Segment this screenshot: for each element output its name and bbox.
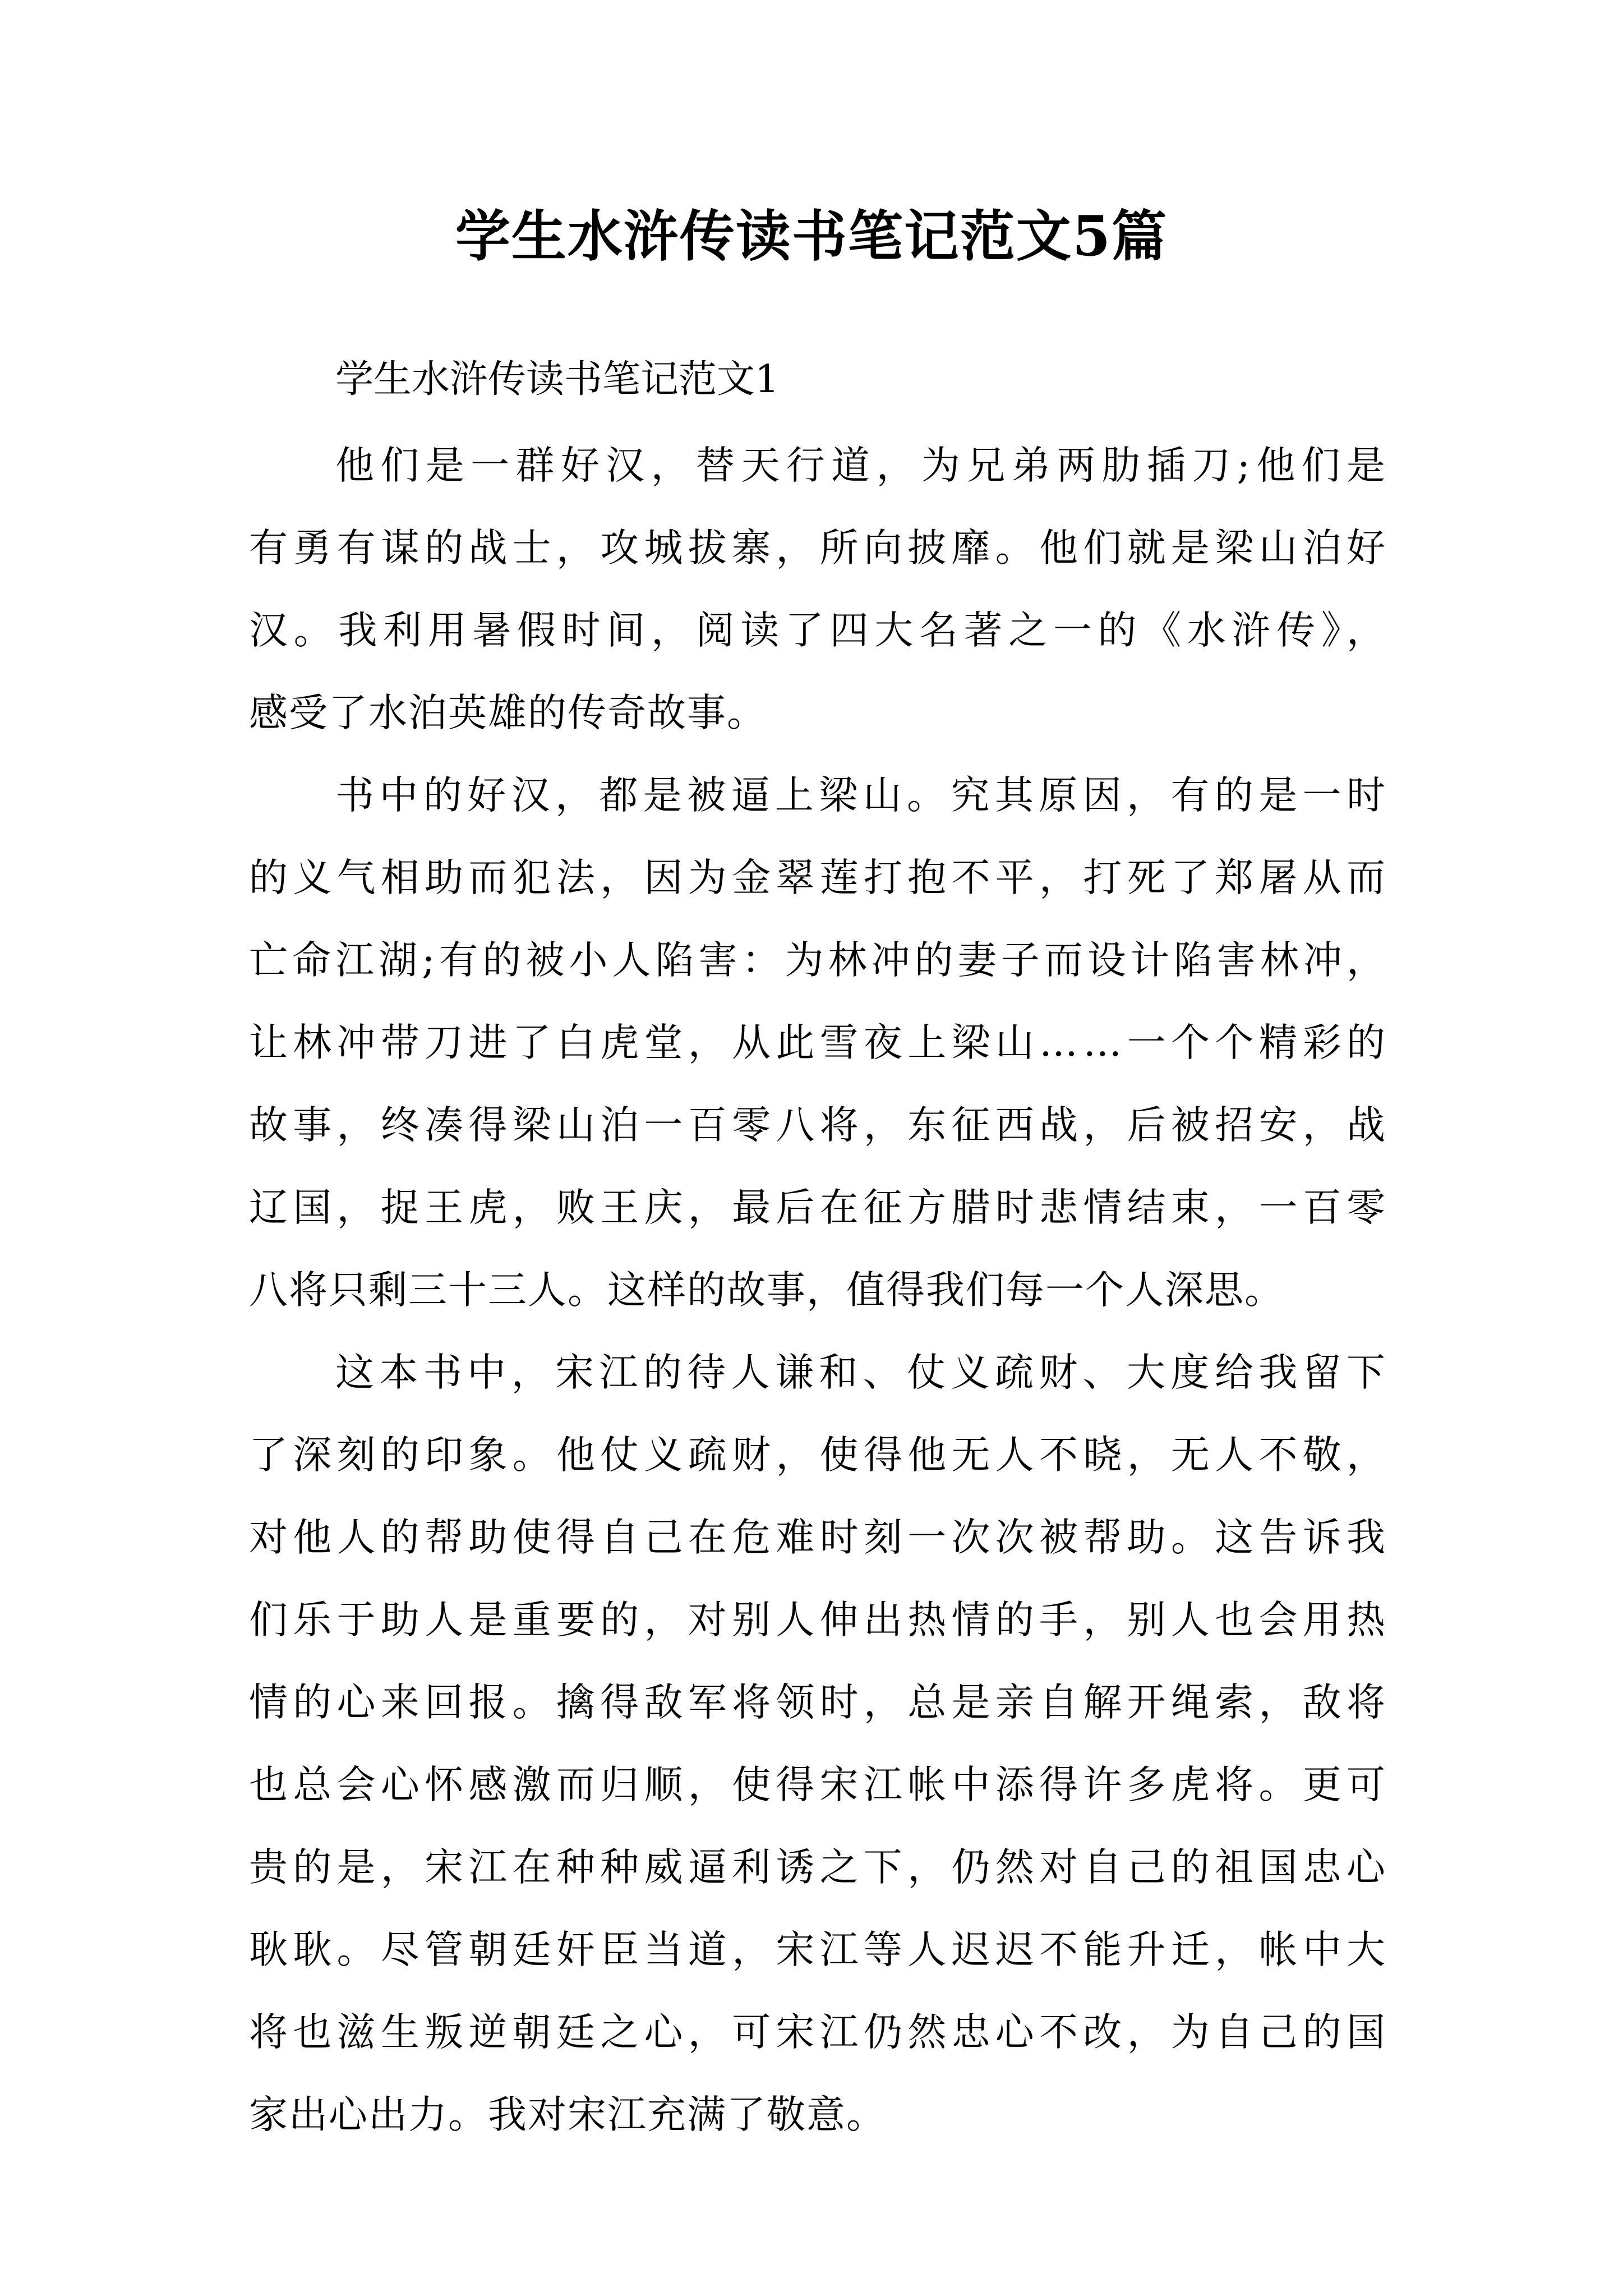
paragraph-3-line-5: 情的心来回报。擒得敌军将领时，总是亲自解开绳索，敌将 (249, 1680, 1391, 1725)
paragraph-2-line-3: 亡命江湖;有的被小人陷害：为林冲的妻子而设计陷害林冲， (249, 938, 1390, 983)
paragraph-2-line-5: 故事，终凑得梁山泊一百零八将，东征西战，后被招安，战 (249, 1103, 1391, 1148)
paragraph-3-line-4: 们乐于助人是重要的，对别人伸出热情的手，别人也会用热 (249, 1598, 1391, 1642)
section-heading: 学生水浒传读书笔记范文1 (335, 357, 780, 402)
paragraph-3-line-6: 也总会心怀感激而归顺，使得宋江帐中添得许多虎将。更可 (249, 1763, 1391, 1807)
paragraph-3-line-9: 将也滋生叛逆朝廷之心，可宋江仍然忠心不改，为自己的国 (249, 2010, 1391, 2055)
paragraph-3-line-2: 了深刻的印象。他仗义疏财，使得他无人不晓，无人不敬， (249, 1433, 1391, 1478)
paragraph-3-line-10: 家出心出力。我对宋江充满了敬意。 (249, 2092, 886, 2137)
paragraph-1-line-3: 汉。我利用暑假时间，阅读了四大名著之一的《水浒传》， (249, 608, 1391, 653)
paragraph-3-line-7: 贵的是，宋江在种种威逼利诱之下，仍然对自己的祖国忠心 (249, 1845, 1391, 1890)
document-title: 学生水浒传读书笔记范文5篇 (455, 204, 1168, 269)
paragraph-1-line-1: 他们是一群好汉，替天行道，为兄弟两肋插刀;他们是 (335, 443, 1392, 488)
paragraph-2-line-7: 八将只剩三十三人。这样的故事，值得我们每一个人深思。 (249, 1268, 1284, 1313)
paragraph-2-line-4: 让林冲带刀进了白虎堂，从此雪夜上梁山……一个个精彩的 (249, 1020, 1391, 1065)
paragraph-3-line-3: 对他人的帮助使得自己在危难时刻一次次被帮助。这告诉我 (249, 1515, 1391, 1560)
paragraph-1-line-4: 感受了水泊英雄的传奇故事。 (249, 691, 767, 735)
paragraph-2-line-2: 的义气相助而犯法，因为金翠莲打抱不平，打死了郑屠从而 (249, 855, 1391, 900)
paragraph-1-line-2: 有勇有谋的战士，攻城拔寨，所向披靡。他们就是梁山泊好 (249, 526, 1391, 570)
paragraph-3-line-8: 耿耿。尽管朝廷奸臣当道，宋江等人迟迟不能升迁，帐中大 (249, 1927, 1391, 1972)
paragraph-3-line-1: 这本书中，宋江的待人谦和、仗义疏财、大度给我留下 (335, 1350, 1391, 1395)
paragraph-2-line-6: 辽国，捉王虎，败王庆，最后在征方腊时悲情结束，一百零 (249, 1185, 1391, 1230)
paragraph-2-line-1: 书中的好汉，都是被逼上梁山。究其原因，有的是一时 (335, 773, 1391, 818)
